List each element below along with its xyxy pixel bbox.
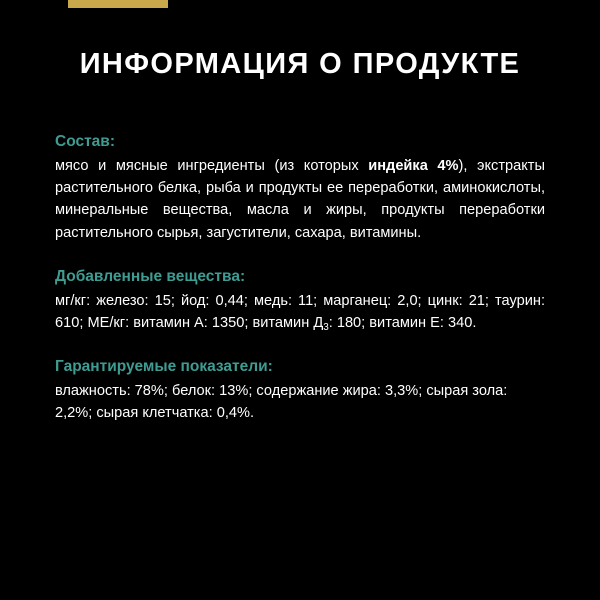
section-composition: [55, 133, 545, 244]
section-analytical: [55, 358, 545, 424]
additives-subscript: 3: [323, 321, 329, 333]
analytical-body: влажность: 78%; белок: 13%; содержание жира: 3,3%; сырая зола: 2,2%; сырая клетчатка: 0,4%.: [55, 383, 508, 422]
additives-text-main: мг/кг: железо: 15; йод: 0,44; медь: 11; марганец: 2,0; цинк: 21; таурин: 610; МЕ/кг: витамин А: 1350; витамин Д: [55, 292, 545, 331]
composition-body: [55, 155, 545, 244]
analytical-heading: Гарантируемые показатели:: [55, 358, 273, 376]
composition-heading: Состав:: [55, 133, 115, 150]
section-additives: [55, 268, 545, 334]
composition-text-before-bold: мясо и мясные ингредиенты (из которых: [55, 158, 369, 174]
additives-body: [55, 290, 545, 334]
composition-text-after-bold: ), экстракты растительного белка, рыба и продукты ее переработки, аминокислоты, минеральные вещества, масла и жиры, продукты переработки растительного сырья, загустители, сахара, витамины.: [55, 158, 545, 241]
composition-bold-text: индейка 4%: [368, 158, 459, 174]
additives-text-continued: : 180; витамин Е: 340.: [328, 314, 477, 331]
page-title: ИНФОРМАЦИЯ О ПРОДУКТЕ: [79, 48, 521, 80]
additives-heading: Добавленные вещества:: [55, 267, 246, 285]
